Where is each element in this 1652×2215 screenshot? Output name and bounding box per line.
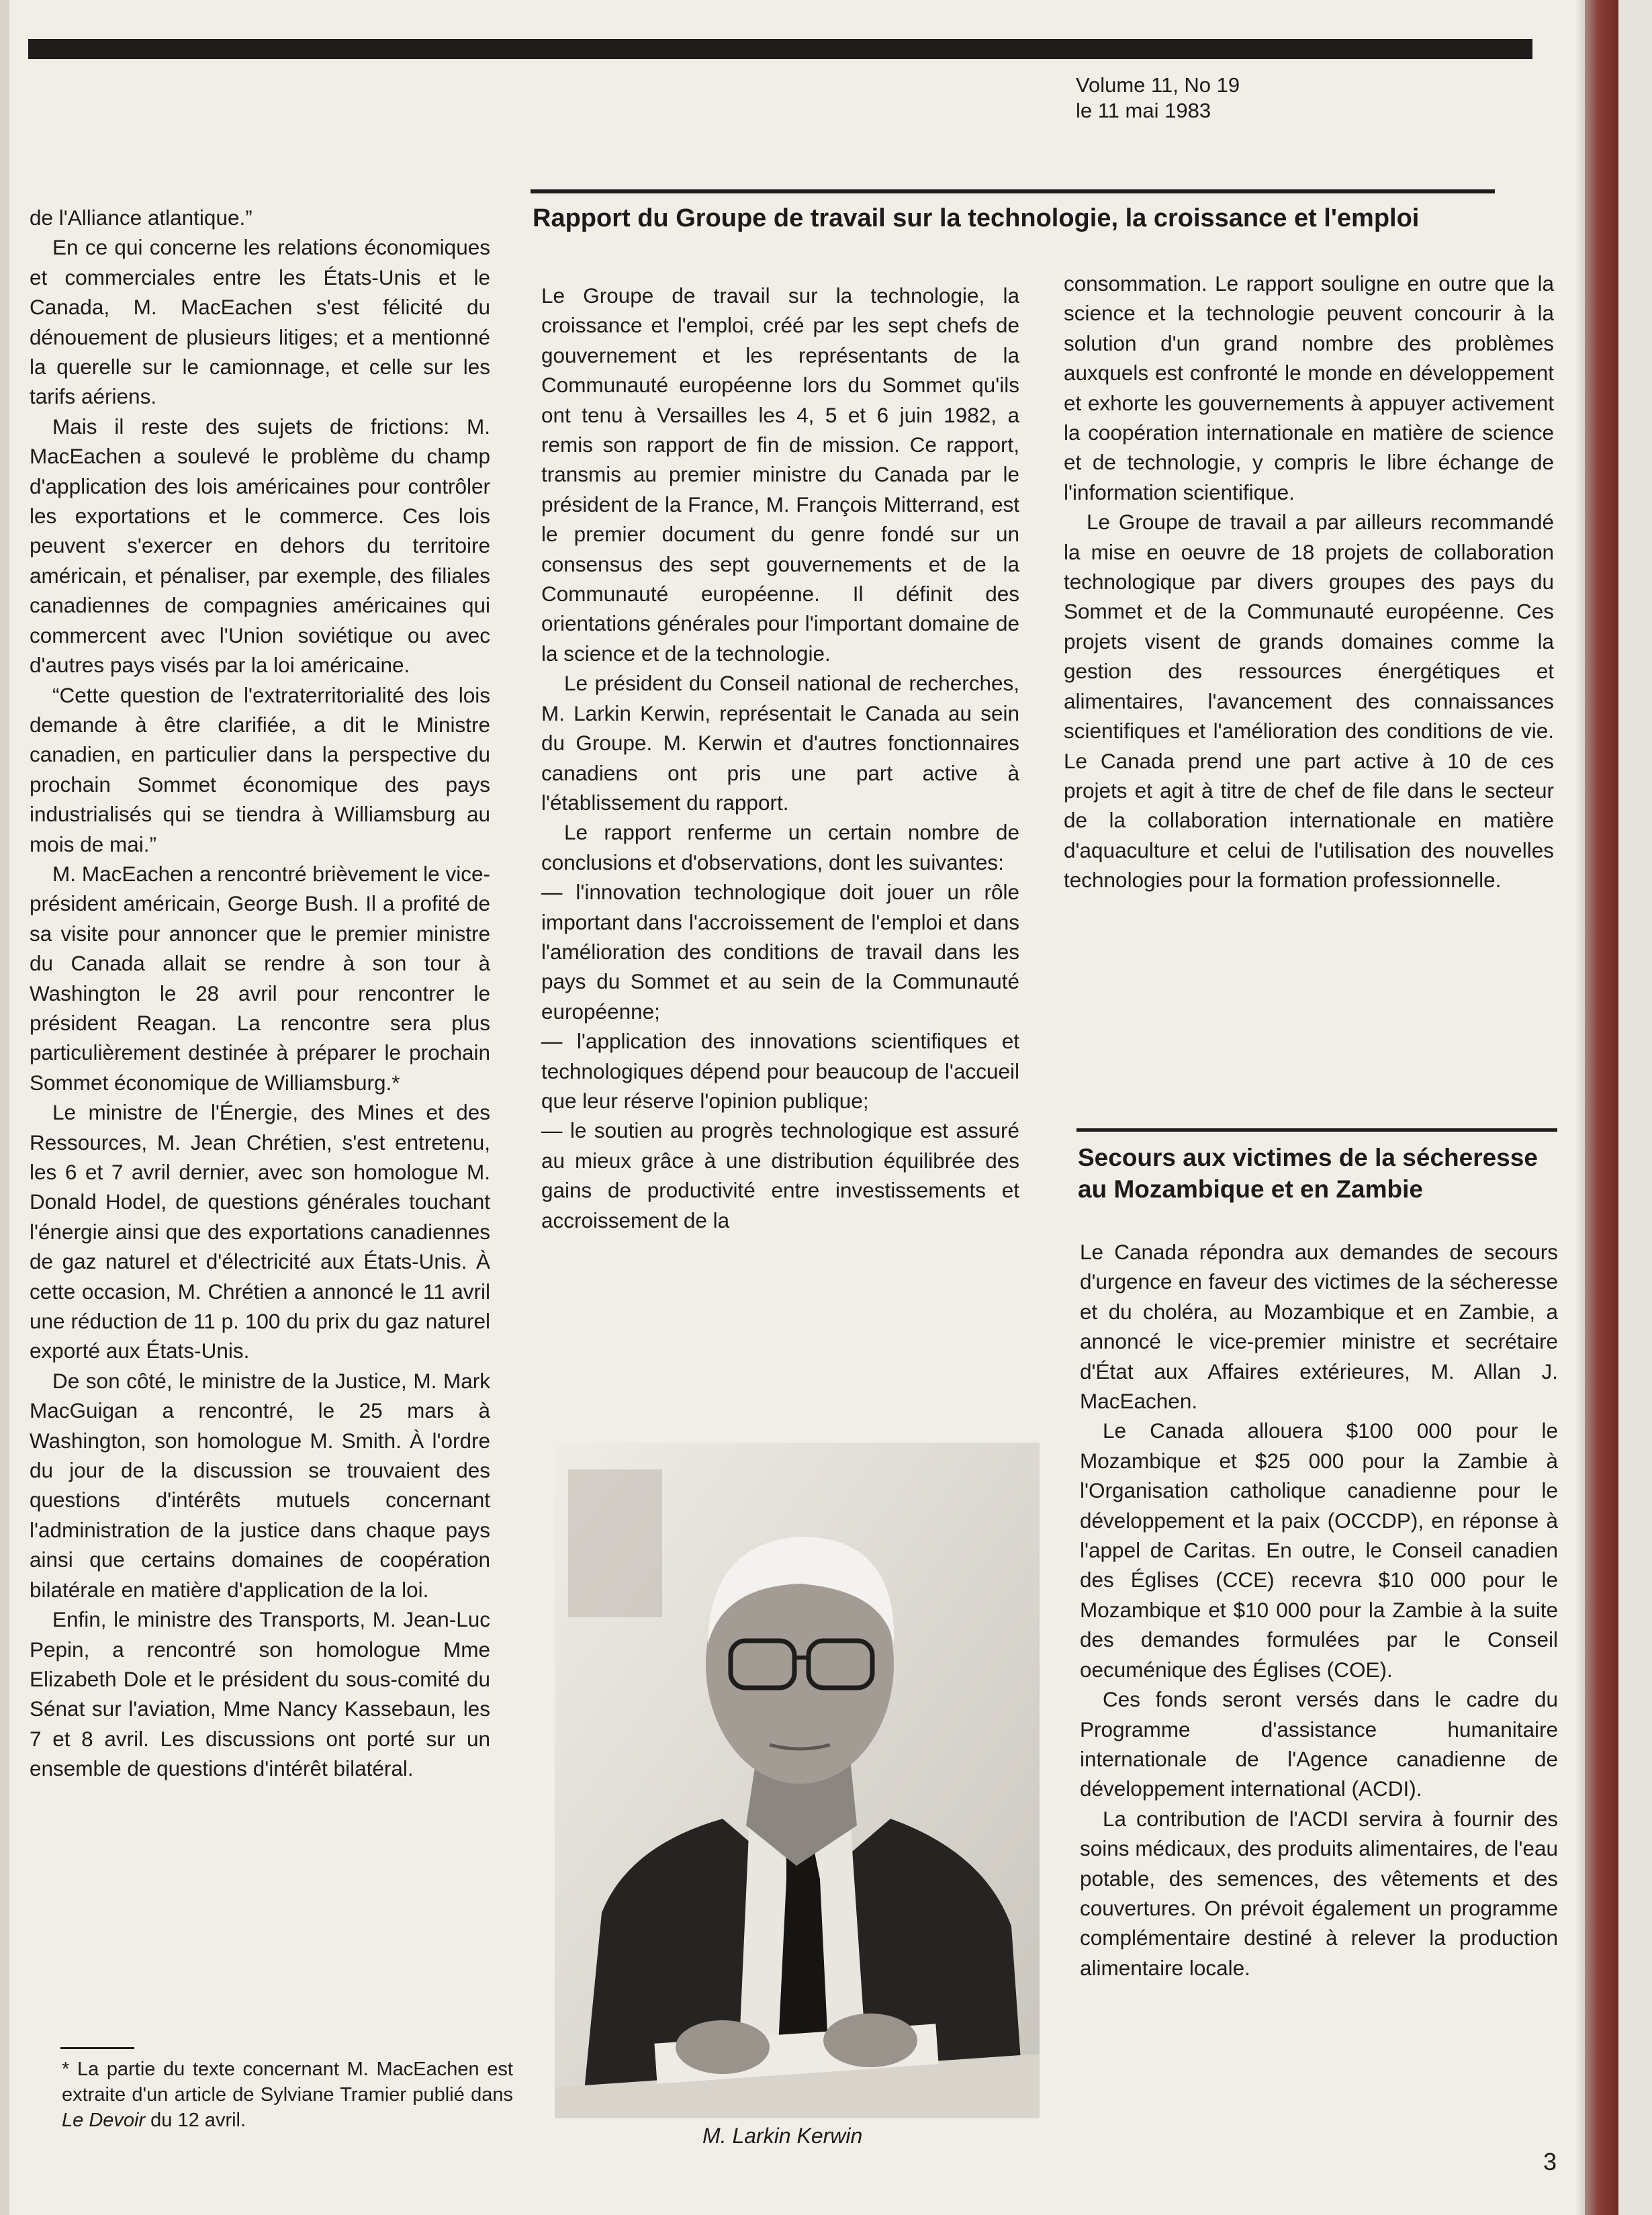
footnote-source: Le Devoir bbox=[62, 2110, 146, 2131]
page-number: 3 bbox=[1543, 2148, 1557, 2175]
issue-date: le 11 mai 1983 bbox=[1076, 99, 1211, 122]
paragraph: Ces fonds seront versés dans le cadre du Programme d'assistance humanitaire internationale de l'Agence canadienne de développement international (ACDI). bbox=[1080, 1687, 1558, 1801]
paragraph: Le Groupe de travail a par ailleurs recommandé la mise en oeuvre de 18 projets de collaboration technologique par divers groupes des pays du Sommet et de la Communauté européenne. Ces projets visent de grands domaines comme la gestion des ressources énergétiques et alimentaires, l'avancement des connaissances scientifiques et l'amélioration des conditions de vie. Le Canada prend une part active à 10 de ces projets et agit à titre de chef de file dans le secteur de la collaboration internationale en matière d'aquaculture et celui de l'utilisation des nouvelles technologies pour la formation professionnelle. bbox=[1064, 510, 1554, 893]
paragraph: — l'application des innovations scientifiques et technologiques dépend pour beaucoup de l'accueil que leur réserve l'opinion publique; bbox=[541, 1029, 1019, 1113]
paragraph: La contribution de l'ACDI servira à fournir des soins médicaux, des produits alimentaires, de l'eau potable, des semences, des vêtements et des couvertures. On prévoit également un programme complémentaire destiné à relever la production alimentaire locale. bbox=[1080, 1806, 1558, 1980]
paragraph: Le président du Conseil national de recherches, M. Larkin Kerwin, représentait le Canada au sein du Groupe. M. Kerwin et d'autres fonctionnaires canadiens ont pris une part active à l'établissement du rapport. bbox=[541, 671, 1019, 815]
paragraph: consommation. Le rapport souligne en outre que la science et la technologie peuvent concourir à la solution d'un grand nombre des problèmes auxquels est confronté le monde en développement et exhorte les gouvernements à appuyer activement la coopération internationale en matière de science et de technologie, y compris le libre échange de l'information scientifique. bbox=[1064, 271, 1554, 504]
top-rule-bar bbox=[28, 39, 1532, 59]
paragraph: En ce qui concerne les relations économiques et commerciales entre les États-Unis et le Canada, M. MacEachen s'est félicité du dénouement de plusieurs litiges; et a mentionné la querelle sur le camionnage, et celle sur les tarifs aériens. bbox=[30, 235, 490, 409]
paragraph: de l'Alliance atlantique.” bbox=[30, 206, 253, 230]
photo-caption: M. Larkin Kerwin bbox=[702, 2124, 863, 2148]
portrait-photo bbox=[555, 1443, 1040, 2118]
article1-top-rule bbox=[531, 189, 1495, 193]
article2-top-rule bbox=[1076, 1128, 1557, 1132]
paragraph: Le Canada allouera $100 000 pour le Mozambique et $25 000 pour la Zambie à l'Organisation catholique canadienne pour le développement et la paix (OCCDP), en réponse à l'appel de Caritas. En outre, le Conseil canadien des Églises (CCE) recevra $10 000 pour le Mozambique et $10 000 pour la Zambie à la suite des demandes formulées par le Conseil oecuménique des Églises (COE). bbox=[1080, 1418, 1558, 1682]
paragraph: M. MacEachen a rencontré brièvement le vice-président américain, George Bush. Il a profité de sa visite pour annoncer que le premier ministre du Canada allait se rendre à son tour à Washington le 28 avril pour rencontrer le président Reagan. La rencontre sera plus particulièrement destinée à préparer le prochain Sommet économique de Williamsburg.* bbox=[30, 861, 490, 1095]
issue-info bbox=[1076, 73, 1240, 124]
paragraph: Mais il reste des sujets de frictions: M. MacEachen a soulevé le problème du champ d'application des lois américaines pour contrôler les exportations et le commerce. Ces lois peuvent s'exercer en dehors du territoire américain, et pénaliser, par exemple, des filiales canadiennes de compagnies américaines qui commercent avec l'Union soviétique ou avec d'autres pays visés par la loi américaine. bbox=[30, 414, 490, 678]
footnote bbox=[62, 2056, 513, 2133]
paragraph: Le rapport renferme un certain nombre de conclusions et d'observations, dont les suivantes: bbox=[541, 820, 1019, 874]
paragraph: Enfin, le ministre des Transports, M. Jean-Luc Pepin, a rencontré son homologue Mme Elizabeth Dole et le président du sous-comité du Sénat sur l'aviation, Mme Nancy Kassebaun, les 7 et 8 avril. Les discussions ont porté sur un ensemble de questions d'intérêt bilatéral. bbox=[30, 1607, 490, 1781]
left-column bbox=[30, 203, 490, 1784]
article1-title: Rapport du Groupe de travail sur la technologie, la croissance et l'emploi bbox=[533, 204, 1420, 232]
paragraph: Le Canada répondra aux demandes de secours d'urgence en faveur des victimes de la sécheresse et du choléra, au Mozambique et en Zambie, a annoncé le vice-premier ministre et secrétaire d'État aux Affaires extérieures, M. Allan J. MacEachen. bbox=[1080, 1240, 1558, 1414]
footnote-rule bbox=[60, 2047, 134, 2049]
portrait-photo-image bbox=[555, 1443, 1040, 2118]
binding-spine bbox=[1585, 0, 1618, 2215]
article1-column-b bbox=[1064, 269, 1554, 895]
article2-column bbox=[1080, 1237, 1558, 1983]
footnote-suffix: du 12 avril. bbox=[145, 2110, 246, 2131]
paragraph: Le Groupe de travail sur la technologie, la croissance et l'emploi, créé par les sept chefs de gouvernement et les représentants de la Communauté européenne lors du Sommet qu'ils ont tenu à Versailles les 4, 5 et 6 juin 1982, a remis son rapport de fin de mission. Ce rapport, transmis au premier ministre du Canada par le président de la France, M. François Mitterrand, est le premier document du genre fondé sur un consensus des sept gouvernements et de la Communauté européenne. Il définit des orientations générales pour l'important domaine de la science et de la technologie. bbox=[541, 283, 1019, 666]
article1-column-a bbox=[541, 281, 1019, 1235]
issue-volume: Volume 11, No 19 bbox=[1076, 73, 1240, 97]
paragraph: De son côté, le ministre de la Justice, M. Mark MacGuigan a rencontré, le 25 mars à Washington, son homologue M. Smith. À l'ordre du jour de la discussion se trouvaient des questions d'intérêts mutuels concernant l'administration de la justice dans chaque pays ainsi que certains domaines de coopération bilatérale en matière d'application de la loi. bbox=[30, 1368, 490, 1602]
article2-title: Secours aux victimes de la sécheresse au Mozambique et en Zambie bbox=[1078, 1144, 1538, 1203]
paragraph: — l'innovation technologique doit jouer un rôle important dans l'accroissement de l'emploi et dans l'amélioration des conditions de travail dans les pays du Sommet et au sein de la Communauté européenne; bbox=[541, 880, 1019, 1024]
footnote-prefix: * La partie du texte concernant M. MacEachen est extraite d'un article de Sylviane Tramier publié dans bbox=[62, 2059, 513, 2106]
paragraph: “Cette question de l'extraterritorialité des lois demande à être clarifiée, a dit le Ministre canadien, en particulier dans la perspective du prochain Sommet économique des pays industrialisés qui se tiendra à Williamsburg au mois de mai.” bbox=[30, 682, 490, 856]
page-left-edge bbox=[0, 0, 9, 2215]
paragraph: — le soutien au progrès technologique est assuré au mieux grâce à une distribution équilibrée des gains de productivité entre investissements et accroissement de la bbox=[541, 1118, 1019, 1232]
page-gutter bbox=[1575, 0, 1585, 2215]
paragraph: Le ministre de l'Énergie, des Mines et des Ressources, M. Jean Chrétien, s'est entretenu, les 6 et 7 avril dernier, avec son homologue M. Donald Hodel, de questions générales touchant l'énergie ainsi que des exportations canadiennes de gaz naturel et d'électricité aux États-Unis. À cette occasion, M. Chrétien a annoncé le 11 avril une réduction de 11 p. 100 du prix du gaz naturel exporté aux États-Unis. bbox=[30, 1100, 490, 1363]
